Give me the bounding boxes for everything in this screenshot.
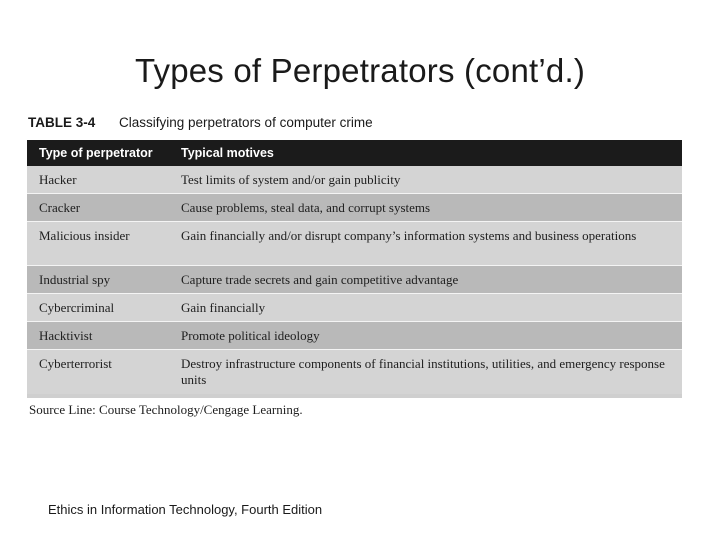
slide-footer: Ethics in Information Technology, Fourth Edition xyxy=(48,502,323,517)
table-row xyxy=(27,166,682,194)
table-row xyxy=(27,222,682,266)
table-row xyxy=(27,294,682,322)
motive-cell: Test limits of system and/or gain publicity xyxy=(181,172,401,187)
motive-cell: Cause problems, steal data, and corrupt systems xyxy=(181,200,431,215)
table-source-line: Source Line: Course Technology/Cengage Learning. xyxy=(29,402,303,417)
perpetrator-type-cell: Cracker xyxy=(39,200,81,215)
table-header-row xyxy=(27,140,682,166)
table-row xyxy=(27,266,682,294)
perpetrator-type-cell: Industrial spy xyxy=(39,272,111,287)
table-caption xyxy=(28,115,373,130)
motive-cell: Gain financially xyxy=(181,300,266,315)
perpetrator-type-cell: Hacker xyxy=(39,172,77,187)
table-row xyxy=(27,194,682,222)
motive-cell: Promote political ideology xyxy=(181,328,320,343)
header-type-of-perpetrator: Type of perpetrator xyxy=(39,146,153,160)
table-row xyxy=(27,350,682,394)
perpetrator-type-cell: Cyberterrorist xyxy=(39,356,112,371)
perpetrator-type-cell: Malicious insider xyxy=(39,228,130,243)
perpetrators-table xyxy=(27,140,682,398)
table-number: TABLE 3-4 xyxy=(28,115,96,130)
header-typical-motives: Typical motives xyxy=(181,146,274,160)
table-caption-text: Classifying perpetrators of computer crime xyxy=(119,115,373,130)
perpetrator-type-cell: Hacktivist xyxy=(39,328,93,343)
perpetrator-type-cell: Cybercriminal xyxy=(39,300,115,315)
table-row xyxy=(27,322,682,350)
motive-cell: Destroy infrastructure components of financial institutions, utilities, and emergency response units xyxy=(181,356,665,387)
motive-cell: Gain financially and/or disrupt company’s information systems and business operations xyxy=(181,228,637,243)
motive-cell: Capture trade secrets and gain competitive advantage xyxy=(181,272,459,287)
slide-title: Types of Perpetrators (cont’d.) xyxy=(134,52,586,89)
